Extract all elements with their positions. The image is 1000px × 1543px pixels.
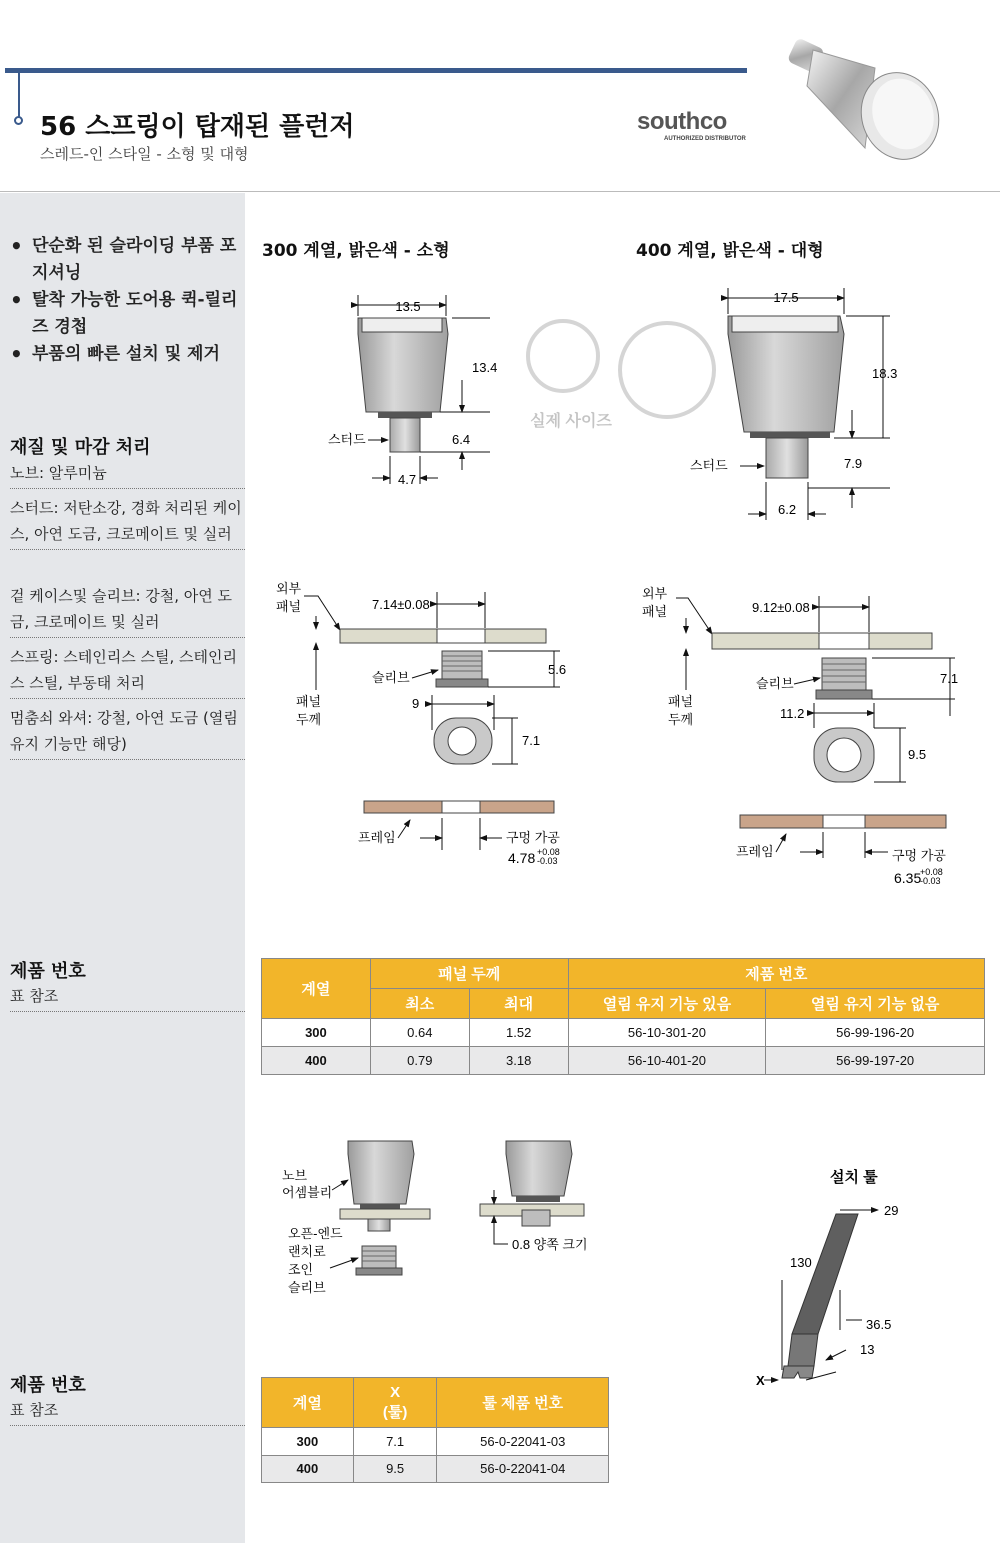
small-washer-height-label: 7.1	[522, 733, 541, 748]
cell-with: 56-10-401-20	[568, 1047, 766, 1075]
small-plunger-drawing	[328, 295, 497, 487]
cell-tool: 56-0-22041-03	[437, 1428, 609, 1455]
large-outer-panel-label-2: 패널	[642, 604, 668, 619]
col-header-min: 최소	[370, 989, 469, 1019]
feature-item: • 단순화 된 슬라이딩 부품 포지셔닝	[10, 233, 240, 287]
large-drill-tol-minus: -0.03	[920, 876, 941, 886]
knob-assembly-label-2: 어셈블리	[282, 1185, 333, 1200]
large-panel-thickness-label: 패널	[668, 694, 694, 709]
material-item: 겉 케이스및 슬리브: 강철, 아연 도금, 크로메이트 및 실러	[10, 583, 245, 638]
large-drill-label: 구멍 가공	[892, 848, 946, 863]
cell-min: 0.79	[370, 1047, 469, 1075]
col-header-max: 최대	[469, 989, 568, 1019]
cell-max: 3.18	[469, 1047, 568, 1075]
small-frame-label: 프레임	[358, 830, 396, 845]
col-header-part-number: 제품 번호	[568, 959, 984, 989]
cell-x: 7.1	[353, 1428, 437, 1455]
cell-series: 400	[262, 1047, 371, 1075]
large-stud-length-label: 7.9	[844, 456, 863, 471]
large-washer-height-label: 9.5	[908, 747, 927, 762]
small-stud-length-label: 6.4	[452, 432, 471, 447]
col-header-x-sub: (툴)	[382, 1403, 408, 1421]
part-number-heading-2: 제품 번호	[10, 1375, 86, 1396]
large-height-label: 18.3	[872, 366, 898, 381]
cell-without: 56-99-197-20	[766, 1047, 985, 1075]
feature-list	[10, 233, 240, 368]
actual-size-label: 실제 사이즈	[530, 413, 612, 430]
tool-length-label: 130	[790, 1255, 812, 1270]
large-series-title: 400 계열, 밝은색 - 대형	[636, 241, 824, 261]
sidebar	[0, 193, 245, 1543]
knob-assembly-label: 노브	[282, 1168, 308, 1183]
southco-logo-tagline: AUTHORIZED DISTRIBUTOR	[664, 136, 746, 142]
open-end-wrench-label-3: 조인	[288, 1262, 314, 1277]
col-header-panel-thickness: 패널 두께	[370, 959, 568, 989]
col-header-with-hold-open: 열림 유지 기능 있음	[568, 989, 766, 1019]
page-header	[0, 0, 1000, 192]
col-header-without-hold-open: 열림 유지 기능 없음	[766, 989, 985, 1019]
table-row	[262, 1047, 985, 1075]
small-hole-label: 7.14±0.08	[372, 597, 430, 612]
cell-series: 400	[262, 1455, 354, 1482]
cell-min: 0.64	[370, 1019, 469, 1047]
cell-max: 1.52	[469, 1019, 568, 1047]
southco-logo: southco	[637, 108, 727, 135]
installation-drawing	[282, 1141, 898, 1388]
flats-dimension-label: 0.8 양쪽 크기	[512, 1237, 588, 1252]
large-plunger-drawing	[690, 288, 897, 520]
tool-part-table	[261, 1377, 609, 1483]
col-header-series: 계열	[262, 959, 371, 1019]
large-washer-width-label: 11.2	[780, 706, 805, 721]
actual-size-circle-large	[620, 323, 714, 417]
large-hole-label: 9.12±0.08	[752, 600, 810, 615]
table-row	[262, 1019, 985, 1047]
small-outer-panel-label-2: 패널	[276, 599, 302, 614]
large-sleeve-height-label: 7.1	[940, 671, 959, 686]
small-height-label: 13.4	[472, 360, 498, 375]
open-end-wrench-label-4: 슬리브	[288, 1280, 326, 1295]
small-panel-thickness-label: 패널	[296, 694, 322, 709]
open-end-wrench-label: 오픈-엔드	[288, 1226, 343, 1241]
large-outer-panel-label: 외부	[642, 586, 668, 601]
cell-with: 56-10-301-20	[568, 1019, 766, 1047]
feature-item: • 탈착 가능한 도어용 퀵-릴리즈 경첩	[10, 287, 240, 341]
material-item: 노브: 알루미늄	[10, 460, 245, 489]
header-accent-line	[18, 73, 20, 119]
cell-without: 56-99-196-20	[766, 1019, 985, 1047]
large-sleeve-label: 슬리브	[756, 676, 794, 691]
large-stud-dia-label: 6.2	[778, 502, 797, 517]
small-stud-label: 스터드	[328, 432, 366, 447]
tool-dim-label-13: 13	[860, 1342, 875, 1357]
large-stud-label: 스터드	[690, 458, 728, 473]
materials-heading: 재질 및 마감 처리	[10, 437, 151, 458]
large-width-label: 17.5	[773, 290, 799, 305]
cell-tool: 56-0-22041-04	[437, 1455, 609, 1482]
install-tool-title: 설치 툴	[830, 1169, 878, 1186]
tool-dim-label-36-5: 36.5	[866, 1317, 892, 1332]
cell-series: 300	[262, 1428, 354, 1455]
large-frame-label: 프레임	[736, 844, 774, 859]
cell-series: 300	[262, 1019, 371, 1047]
material-item: 스프링: 스테인리스 스틸, 스테인리스 스틸, 부동태 처리	[10, 644, 245, 699]
cell-x: 9.5	[353, 1455, 437, 1482]
small-washer-width-label: 9	[412, 696, 420, 711]
actual-size-circle-small	[528, 321, 598, 391]
table-row	[262, 1428, 609, 1455]
small-panel-thickness-label-2: 두께	[296, 712, 322, 727]
part-number-heading: 제품 번호	[10, 961, 86, 982]
col-header-series: 계열	[262, 1378, 354, 1428]
large-panel-thickness-label-2: 두께	[668, 712, 694, 727]
small-width-label: 13.5	[395, 299, 421, 314]
small-sleeve-height-label: 5.6	[548, 662, 567, 677]
col-header-x: X	[390, 1383, 401, 1401]
plunger-photo	[785, 28, 945, 163]
page-title: 56 스프링이 탑재된 플런저	[40, 112, 355, 142]
small-drill-value: 4.78	[508, 850, 536, 866]
col-header-x-tool	[353, 1378, 437, 1428]
see-table-note-2: 표 참조	[10, 1397, 245, 1426]
small-stud-dia-label: 4.7	[398, 472, 417, 487]
see-table-note: 표 참조	[10, 983, 245, 1012]
large-drill-value: 6.35	[894, 870, 922, 886]
table-row	[262, 1455, 609, 1482]
feature-item: • 부품의 빠른 설치 및 제거	[10, 341, 240, 368]
col-header-tool-part: 툴 제품 번호	[437, 1378, 609, 1428]
material-item: 스터드: 저탄소강, 경화 처리된 케이스, 아연 도금, 크로메이트 및 실러	[10, 495, 245, 550]
small-assembly-drawing	[276, 581, 566, 866]
small-outer-panel-label: 외부	[276, 581, 302, 596]
part-number-table	[261, 958, 985, 1075]
material-item: 멈춤쇠 와셔: 강철, 아연 도금 (열림 유지 기능만 해당)	[10, 705, 245, 760]
large-assembly-drawing	[642, 586, 958, 886]
tool-x-label: X	[756, 1373, 765, 1388]
header-rule	[5, 68, 747, 73]
header-accent-dot	[14, 116, 23, 125]
large-drill-tol-plus: +0.08	[920, 867, 943, 877]
technical-drawings	[245, 193, 1000, 1543]
small-sleeve-label: 슬리브	[372, 670, 410, 685]
page-subtitle: 스레드-인 스타일 - 소형 및 대형	[40, 145, 249, 163]
small-drill-tol-minus: -0.03	[537, 856, 558, 866]
small-drill-tol-plus: +0.08	[537, 847, 560, 857]
open-end-wrench-label-2: 랜치로	[288, 1244, 326, 1259]
tool-width-label: 29	[884, 1203, 899, 1218]
small-drill-label: 구멍 가공	[506, 830, 560, 845]
small-series-title: 300 계열, 밝은색 - 소형	[262, 241, 450, 261]
